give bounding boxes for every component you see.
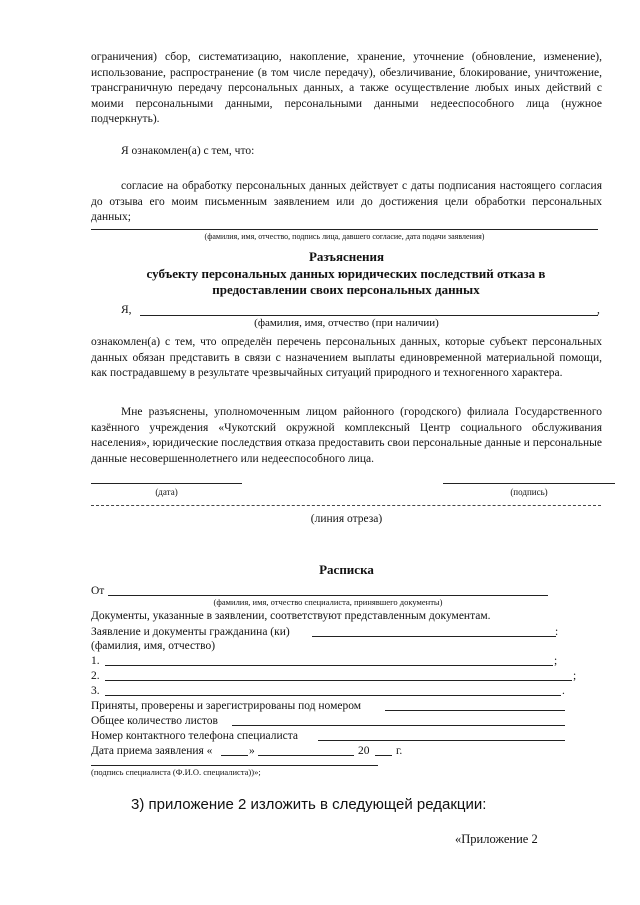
explained-paragraph: Мне разъяснены, уполномоченным лицом районного (городского) филиала Государственного казённого учреждения «Чукотский окружной комплексный Центр социального обслуживания населения», юридические последствия отказа предоставить свои персональные данные и персональные данные несовершеннолетнего или недееспособного лица. [91,406,602,465]
consent-validity-paragraph: согласие на обработку персональных данных действует с даты подписания настоящего согласия до отзыва его моим письменным заявлением или до достижения цели обработки персональных данных; [91,180,602,224]
name-caption: (фамилия, имя, отчество (при наличии) [254,317,439,329]
item-3-line [105,695,561,696]
item-2-end: ; [573,670,577,682]
item-2-label: 2. [91,670,100,682]
acknowledged-line: Я ознакомлен(а) с тем, что: [121,145,255,157]
from-line [108,595,548,596]
year-prefix: 20 [358,745,370,757]
acquainted-paragraph: ознакомлен(а) с тем, что определён перечень персональных данных, которые субъект персональных данных обязан представить в связи с назначением выплаты единовременной материальной помощи, как пострадавшему в результате чрезвычайных ситуаций природного и техногенного характера. [91,336,602,380]
receipt-title: Расписка [319,562,374,577]
clarifications-heading: Разъяснения [308,249,385,264]
specialist-sign-line [91,765,378,766]
item-3-end: . [562,685,565,697]
date-line [91,483,242,484]
appendix-label: «Приложение 2 [455,832,538,846]
signature-line-1 [91,229,598,230]
year-line [375,755,392,756]
accepted-line [385,710,565,711]
date-quote-close: » [249,745,255,757]
sheets-label: Общее количество листов [91,715,218,727]
fio-label: (фамилия, имя, отчество) [91,640,216,652]
date-caption: (дата) [155,487,178,497]
day-line [221,755,248,756]
application-colon: : [555,626,559,638]
item-3-label: 3. [91,685,100,697]
item-1-end: ; [554,655,558,667]
month-line [258,755,354,756]
item-1-label: 1. [91,655,100,667]
phone-label: Номер контактного телефона специалиста [91,730,299,742]
sheets-line [232,725,565,726]
phone-line [318,740,565,741]
item-2-line [105,680,572,681]
amendment-line: 3) приложение 2 изложить в следующей редакции: [131,796,487,813]
consent-paragraph: ограничения) сбор, систематизацию, накопление, хранение, уточнение (обновление, изменение), использование, распространение (в том числе передачу), обезличивание, блокирование, уничтожение, трансграничную передачу персональных данных, а также осуществление любых иных действий с моими персональными данными, персональными данными недееспособного лица (нужное подчеркнуть). [91,51,602,126]
item-1-line [105,665,553,666]
date-received-label: Дата приема заявления « [91,745,213,757]
sign-line [443,483,615,484]
cut-caption: (линия отреза) [310,513,383,525]
from-label: От [91,585,105,597]
application-line [312,636,556,637]
sign-caption: (подпись) [510,487,548,497]
year-suffix: г. [396,745,403,757]
name-line [140,315,598,316]
signature-caption-1: (фамилия, имя, отчество, подпись лица, давшего согласие, дата подачи заявления) [204,232,485,241]
specialist-sign-caption: (подпись специалиста (Ф.И.О. специалиста))»; [91,767,261,777]
ya-label: Я, [121,304,132,316]
docs-statement: Документы, указанные в заявлении, соответствуют представленным документам. [91,610,491,622]
from-caption: (фамилия, имя, отчество специалиста, принявшего документы) [213,597,443,607]
application-label: Заявление и документы гражданина (ки) [91,626,290,638]
name-line-comma: , [597,304,600,316]
accepted-label: Приняты, проверены и зарегистрированы под номером [91,700,362,712]
clarifications-subheading: субъекту персональных данных юридических последствий отказа в предоставлении своих персональных данных [146,266,546,297]
cut-line [91,505,601,506]
